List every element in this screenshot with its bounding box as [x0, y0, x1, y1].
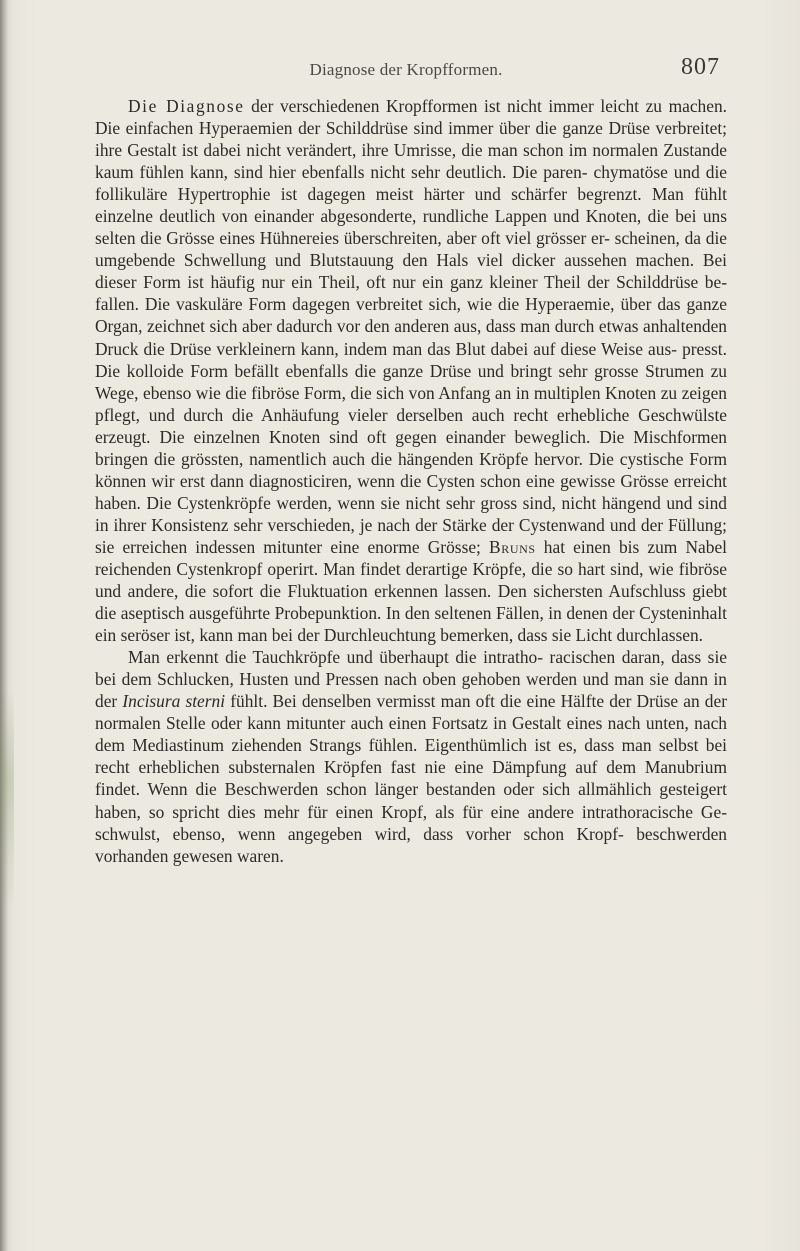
paragraph-text: hat einen bis zum Nabel reichenden Cystenkropf operirt. Man findet derartige Kröpfe, die so hart sind, wie fibröse und andere, die sofort die Fluktuation erkennen lassen. Den sichersten Aufschluss giebt die aseptisch ausgeführte Probepunktion. In den seltenen Fällen, in denen der Cysteninhalt ein seröser ist, kann man bei der Durchleuchtung bemerken, dass sie Licht durchlassen. [95, 536, 727, 646]
paragraph-diagnosis [95, 95, 727, 646]
paragraph-text: Man erkennt die Tauchkröpfe und überhaupt die intratho- racischen daran, dass sie bei dem Schlucken, Husten und Pressen nach oben gehoben werden und man sie dann in der [95, 647, 727, 712]
paragraph-intrathoracic [95, 646, 727, 866]
page-stain [0, 690, 14, 910]
paragraph-text: fühlt. Bei denselben vermisst man oft die eine Hälfte der Drüse an der normalen Stelle oder kann mitunter auch einen Fortsatz in Gestalt eines nach unten, nach dem Mediastinum ziehenden Strangs fühlen. Eigenthümlich ist es, dass man selbst bei recht erheblichen substernalen Kröpfen fast nie eine Dämpfung auf dem Manubrium findet. Wenn die Beschwerden schon länger bestanden oder sich allmählich gesteigert haben, so spricht dies mehr für einen Kropf, als für eine andere intrathoracische Ge- schwulst, ebenso, wenn angegeben wird, dass vorher schon Kropf- beschwerden vorhanden gewesen waren. [95, 691, 727, 866]
italic-term: Incisura sterni [122, 691, 226, 712]
body-text [95, 95, 727, 867]
paragraph-text: der verschiedenen Kropfformen ist nicht immer leicht zu machen. Die einfachen Hyperaemien der Schilddrüse sind immer über die ganze Drüse verbreitet; ihre Gestalt ist dabei nicht verändert, ihre Umrisse, die man schon im normalen Zustande kaum fühlen kann, sind hier ebenfalls nicht sehr deutlich. Die paren- chymatöse und die follikuläre Hypertrophie ist dagegen meist härter und schärfer begrenzt. Man fühlt einzelne deutlich von einander abgesonderte, rundliche Lappen und Knoten, die bei uns selten die Grösse eines Hühnereies überschreiten, aber oft viel grösser er- scheinen, da die umgebende Schwellung und Blutstauung den Hals viel dicker aussehen machen. Bei dieser Form ist häufig nur ein Theil, oft nur ein ganz kleiner Theil der Schilddrüse be- fallen. Die vaskuläre Form dagegen verbreitet sich, wie die Hyperaemie, über das ganze Organ, zeichnet sich aber dadurch vor den anderen aus, dass man durch etwas anhaltenden Druck die Drüse verkleinern kann, indem man das Blut dabei auf diese Weise aus- presst. Die kolloide Form befällt ebenfalls die ganze Drüse und bringt sehr grosse Strumen zu Wege, ebenso wie die fibröse Form, die sich von Anfang an in multiplen Knoten zu zeigen pflegt, und durch die Anhäufung vieler derselben auch recht erhebliche Geschwülste erzeugt. Die einzelnen Knoten sind oft gegen einander beweglich. Die Mischformen bringen die grössten, namentlich auch die hängenden Kröpfe hervor. Die cystische Form können wir erst dann diagnosticiren, wenn die Cysten schon eine gewisse Grösse erreicht haben. Die Cystenkröpfe werden, wenn sie nicht sehr gross sind, nicht hängend und sind in ihrer Konsistenz sehr verschieden, je nach der Stärke der Cystenwand und der Füllung; sie erreichen indessen mitunter eine enorme Grösse; [95, 96, 727, 557]
page-number: 807 [681, 54, 720, 80]
paragraph-lead-spaced: Die Diagnose [128, 96, 245, 116]
running-header [92, 54, 720, 90]
running-head-title: Diagnose der Kropfformen. [309, 60, 503, 79]
page-gutter-shadow [0, 0, 8, 1251]
author-name-bruns: Bruns [489, 536, 536, 557]
